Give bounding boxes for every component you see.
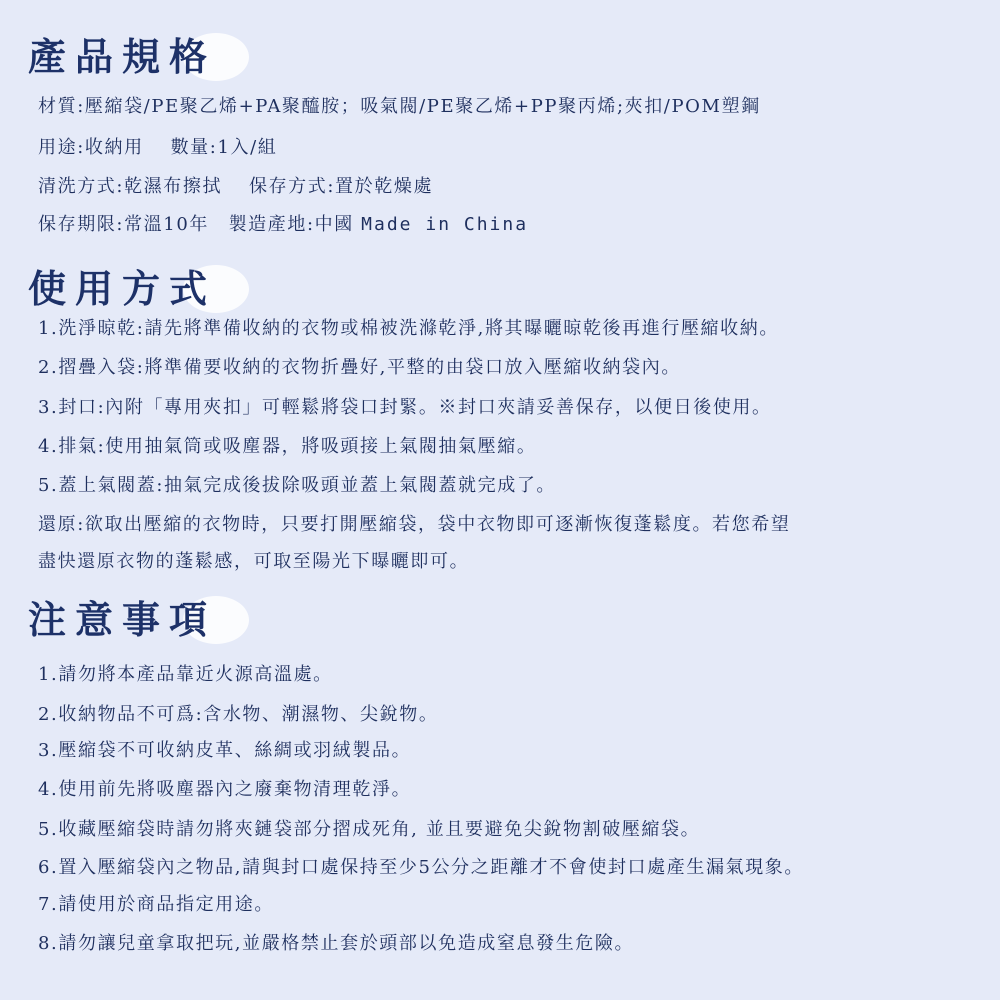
usage-title: 使用方式 <box>28 266 217 311</box>
usage-step: 5.蓋上氣閥蓋:抽氣完成後拔除吸頭並蓋上氣閥蓋就完成了。 <box>38 475 557 496</box>
notes-item: 6.置入壓縮袋內之物品,請與封口處保持至少5公分之距離才不會使封口處產生漏氣現象。 <box>38 857 804 878</box>
notes-item: 8.請勿讓兒童拿取把玩,並嚴格禁止套於頭部以免造成窒息發生危險。 <box>38 933 635 954</box>
spec-line-origin <box>38 212 528 238</box>
usage-step: 2.摺疊入袋:將準備要收納的衣物折疊好,平整的由袋口放入壓縮收納袋內。 <box>38 357 681 378</box>
usage-restore: 盡快還原衣物的蓬鬆感，可取至陽光下曝曬即可。 <box>38 551 470 572</box>
spec-line: 保存期限:常溫10年 製造產地:中國 <box>38 214 354 235</box>
notes-item: 3.壓縮袋不可收納皮革、絲綢或羽絨製品。 <box>38 740 412 761</box>
notes-item: 2.收納物品不可爲:含水物、潮濕物、尖銳物。 <box>38 704 439 725</box>
usage-restore: 還原:欲取出壓縮的衣物時，只要打開壓縮袋，袋中衣物即可逐漸恢復蓬鬆度。若您希望 <box>38 514 791 535</box>
spec-section <box>0 27 1000 247</box>
usage-step: 1.洗淨晾乾:請先將準備收納的衣物或棉被洗滌乾淨,將其曝曬晾乾後再進行壓縮收納。 <box>38 318 779 339</box>
usage-step: 3.封口:內附「專用夾扣」可輕鬆將袋口封緊。※封口夾請妥善保存，以便日後使用。 <box>38 397 772 418</box>
notes-item: 5.收藏壓縮袋時請勿將夾鏈袋部分摺成死角, 並且要避免尖銳物割破壓縮袋。 <box>38 819 701 840</box>
usage-step: 4.排氣:使用抽氣筒或吸塵器，將吸頭接上氣閥抽氣壓縮。 <box>38 436 537 457</box>
spec-heading <box>28 27 216 87</box>
notes-item: 4.使用前先將吸塵器內之廢棄物清理乾淨。 <box>38 779 412 800</box>
spec-title: 產品規格 <box>28 34 217 79</box>
notes-item: 1.請勿將本產品靠近火源高溫處。 <box>38 664 333 685</box>
spec-line: 材質:壓縮袋/PE聚乙烯+PA聚醯胺；吸氣閥/PE聚乙烯+PP聚丙烯;夾扣/POM塑鋼 <box>38 96 761 117</box>
made-in-label: Made in China <box>361 214 529 235</box>
usage-section <box>0 259 1000 579</box>
spec-line: 用途:收納用 數量:1入/組 <box>38 137 278 158</box>
usage-heading <box>28 259 216 319</box>
notes-title: 注意事項 <box>28 597 217 642</box>
notes-item: 7.請使用於商品指定用途。 <box>38 894 274 915</box>
notes-section <box>0 590 1000 970</box>
notes-heading <box>28 590 216 650</box>
spec-line: 清洗方式:乾濕布擦拭 保存方式:置於乾燥處 <box>38 176 434 197</box>
